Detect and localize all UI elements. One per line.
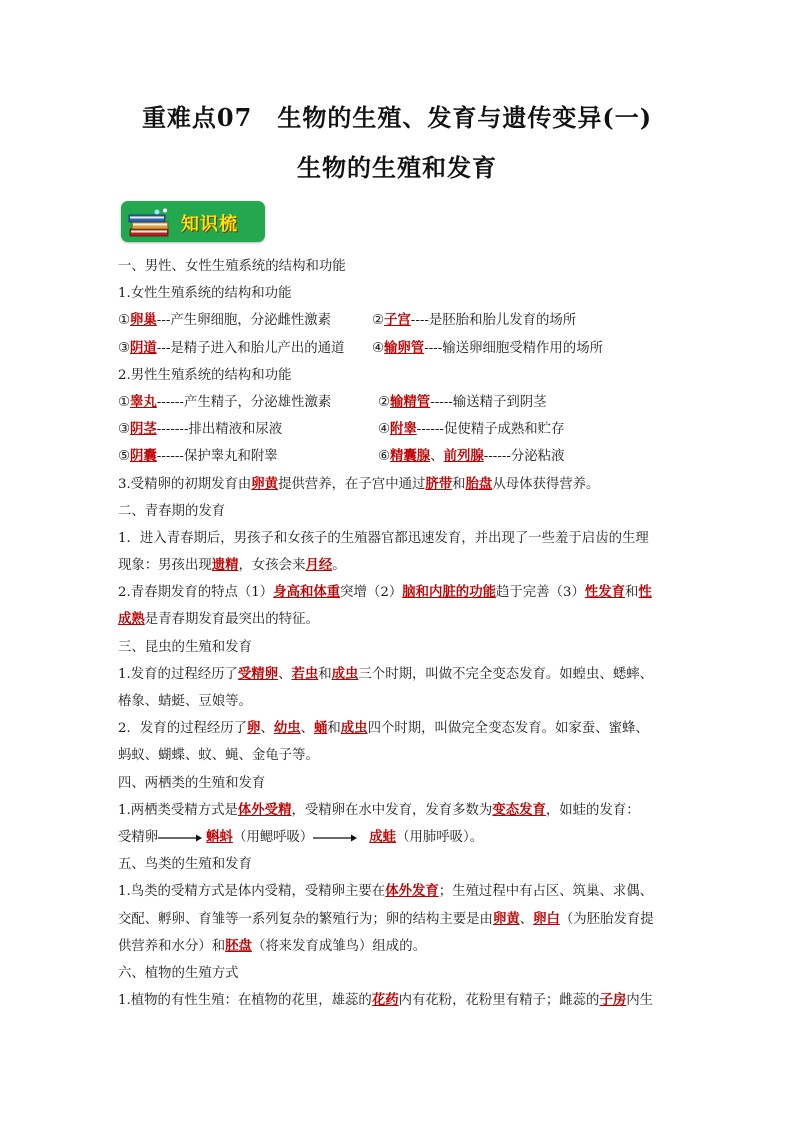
text: 三个时期，叫做不完全变态发育。如蝗虫、蟋蟀、 <box>358 666 654 682</box>
separator: 、 <box>430 449 444 465</box>
keyword: 月经 <box>305 557 333 574</box>
paragraph-insect-1a <box>118 661 680 688</box>
text: 2．发育的过程经历了 <box>118 721 248 737</box>
keyword: 脑和内脏的功能 <box>402 584 496 601</box>
text: ；生殖过程中有占区、筑巢、求偶、 <box>438 884 654 900</box>
paragraph-amphibian-1 <box>118 797 680 824</box>
item-number: ① <box>118 394 131 410</box>
arrow-right-icon <box>313 832 357 842</box>
text: 内有花粉，花粉里有精子；雌蕊的 <box>398 993 600 1009</box>
text: 现象：男孩出现 <box>118 558 212 574</box>
keyword: 阴道 <box>130 339 157 356</box>
item-desc: ------分泌粘液 <box>483 449 565 465</box>
item-number: ④ <box>372 340 385 356</box>
text: 、 <box>519 911 534 927</box>
keyword: 输卵管 <box>384 339 425 356</box>
item-number: ② <box>378 394 391 410</box>
keyword: 子房 <box>599 992 627 1009</box>
keyword: 幼虫 <box>273 720 301 737</box>
keyword: 性 <box>638 584 652 601</box>
keyword: 卵黄 <box>251 475 279 492</box>
keyword: 花药 <box>371 992 399 1009</box>
text: 和 <box>318 666 332 682</box>
female-item-4 <box>372 335 603 362</box>
keyword: 性发育 <box>584 584 626 601</box>
text: 1.发育的过程经历了 <box>118 666 238 682</box>
section-heading-2: 二、青春期的发育 <box>118 503 226 519</box>
paragraph-bird-1a <box>118 878 680 905</box>
text: （将来发育成雏鸟）组成的。 <box>251 938 426 954</box>
item-desc: ---产生卵细胞，分泌雌性激素 <box>156 313 332 329</box>
keyword: 体外受精 <box>237 801 292 818</box>
text: 和 <box>452 476 466 492</box>
paragraph-insect-2a <box>118 715 680 742</box>
item-desc: ------促使精子成熟和贮存 <box>416 422 565 438</box>
text: 、 <box>300 721 314 737</box>
keyword: 成虫 <box>340 720 368 737</box>
male-row-1 <box>118 389 680 416</box>
keyword: 卵 <box>247 720 261 737</box>
item-desc: -----输送精子到阴茎 <box>430 394 547 410</box>
section-heading-6: 六、植物的生殖方式 <box>118 965 239 981</box>
text: 供营养和水分）和 <box>118 938 226 954</box>
male-item-4 <box>378 416 564 443</box>
female-row-2 <box>118 335 680 362</box>
knowledge-badge <box>121 201 265 242</box>
keyword: 蛹 <box>314 720 328 737</box>
item-desc: ---是精子进入和胎儿产出的通道 <box>156 340 345 356</box>
keyword: 若虫 <box>291 665 319 682</box>
keyword: 卵白 <box>533 910 560 927</box>
text: 趋于完善（3） <box>495 585 585 601</box>
section-heading-1: 一、男性、女性生殖系统的结构和功能 <box>118 259 346 274</box>
keyword: 卵巢 <box>130 312 157 329</box>
page-title: 重难点07 生物的生殖、发育与遗传变异(一) <box>141 103 653 132</box>
page-subtitle: 生物的生殖和发育 <box>297 153 497 182</box>
paragraph-puberty-2a <box>118 579 680 606</box>
keyword: 身高和体重 <box>273 584 341 601</box>
paragraph-puberty-1b <box>118 552 680 579</box>
female-row-1 <box>118 307 680 334</box>
text: 和 <box>327 721 341 737</box>
item-desc: ------保护睾丸和附睾 <box>156 449 278 465</box>
text: 1.鸟类的受精方式是体内受精，受精卵主要在 <box>118 884 386 900</box>
frog-development-flow <box>118 824 680 851</box>
keyword: 睾丸 <box>130 393 157 410</box>
item-number: ④ <box>378 422 391 438</box>
item-desc: ----是胚胎和胎儿发育的场所 <box>410 313 577 329</box>
item-number: ⑤ <box>118 449 131 465</box>
text: 从母体获得营养。 <box>492 476 600 492</box>
male-item-6 <box>378 443 564 470</box>
text: （用鳃呼吸） <box>232 829 314 845</box>
item-number: ① <box>118 313 131 329</box>
keyword: 输精管 <box>390 393 431 410</box>
keyword: 胚盘 <box>225 937 252 954</box>
section-heading-5: 五、鸟类的生殖和发育 <box>118 857 252 873</box>
badge-label: 知识梳 <box>181 214 238 235</box>
keyword: 变态发育 <box>492 801 546 818</box>
text: 内生 <box>626 993 654 1009</box>
male-item-2 <box>378 389 547 416</box>
section-heading-4: 四、两栖类的生殖和发育 <box>118 775 266 791</box>
keyword: 卵黄 <box>492 910 520 927</box>
arrow-right-icon <box>158 832 202 842</box>
text: （用肺呼吸）。 <box>396 829 484 845</box>
text: 。 <box>332 558 346 574</box>
section-heading-3: 三、昆虫的生殖和发育 <box>118 639 252 655</box>
item-number: ③ <box>118 422 131 438</box>
keyword: 蝌蚪 <box>206 828 233 845</box>
text: ，如蛙的发育： <box>545 802 640 818</box>
keyword: 脐带 <box>425 475 453 492</box>
keyword: 成虫 <box>331 665 359 682</box>
content-body <box>118 253 680 1014</box>
paragraph-puberty-2b <box>118 606 680 633</box>
keyword: 成蛙 <box>369 828 397 845</box>
keyword: 阴囊 <box>130 448 157 465</box>
paragraph-insect-1b: 椿象、蜻蜓、豆娘等。 <box>118 694 252 709</box>
keyword: 附睾 <box>390 421 417 438</box>
paragraph-embryo-nutrition <box>118 471 680 498</box>
item-desc: ------产生精子，分泌雄性激素 <box>156 394 332 410</box>
text: 受精卵 <box>118 829 159 845</box>
text: 、 <box>278 666 292 682</box>
subheading-male: 2.男性生殖系统的结构和功能 <box>118 367 292 383</box>
paragraph-insect-2b: 蚂蚁、蝴蝶、蚊、蝇、金龟子等。 <box>118 748 319 764</box>
paragraph-bird-1c <box>118 933 680 960</box>
text: 3.受精卵的初期发育由 <box>118 476 252 492</box>
item-number: ② <box>372 313 385 329</box>
keyword: 遗精 <box>211 557 239 574</box>
text: 1.植物的有性生殖：在植物的花里，雄蕊的 <box>118 993 372 1009</box>
keyword: 成熟 <box>118 611 145 628</box>
male-row-2 <box>118 416 680 443</box>
text: ，女孩会来 <box>238 558 306 574</box>
paragraph-bird-1b <box>118 906 680 933</box>
text: 、 <box>260 721 274 737</box>
item-desc: ----输送卵细胞受精作用的场所 <box>424 340 603 356</box>
item-number: ⑥ <box>378 449 391 465</box>
subheading-female: 1.女性生殖系统的结构和功能 <box>118 286 292 302</box>
paragraph-plant-1a <box>118 987 680 1014</box>
text: 提供营养，在子宫中通过 <box>278 476 426 492</box>
text: 交配、孵卵、育雏等一系列复杂的繁殖行为；卵的结构主要是由 <box>118 911 493 927</box>
keyword: 受精卵 <box>237 665 279 682</box>
female-item-2 <box>372 307 576 334</box>
item-number: ③ <box>118 340 131 356</box>
text: ，受精卵在水中发育，发育多数为 <box>291 802 493 818</box>
keyword: 前列腺 <box>443 448 484 465</box>
text: 1.两栖类受精方式是 <box>118 802 238 818</box>
keyword: 子宫 <box>384 312 411 329</box>
item-desc: -------排出精液和尿液 <box>156 422 283 438</box>
text: （为胚胎发育提 <box>559 911 654 927</box>
keyword: 体外发育 <box>385 883 439 900</box>
keyword: 胎盘 <box>465 475 493 492</box>
text: 2.青春期发育的特点（1） <box>118 585 274 601</box>
keyword: 阴茎 <box>130 421 157 438</box>
male-row-3 <box>118 443 680 470</box>
keyword: 精囊腺 <box>390 448 431 465</box>
text: 四个时期，叫做完全变态发育。如家蚕、蜜蜂、 <box>367 721 649 737</box>
paragraph-puberty-1a: 1．进入青春期后，男孩子和女孩子的生殖器官都迅速发育，并出现了一些羞于启齿的生理 <box>118 530 649 546</box>
books-icon <box>127 207 175 239</box>
text: 是青春期发育最突出的特征。 <box>144 612 319 628</box>
text: 突增（2） <box>340 585 403 601</box>
text: 和 <box>625 585 639 601</box>
